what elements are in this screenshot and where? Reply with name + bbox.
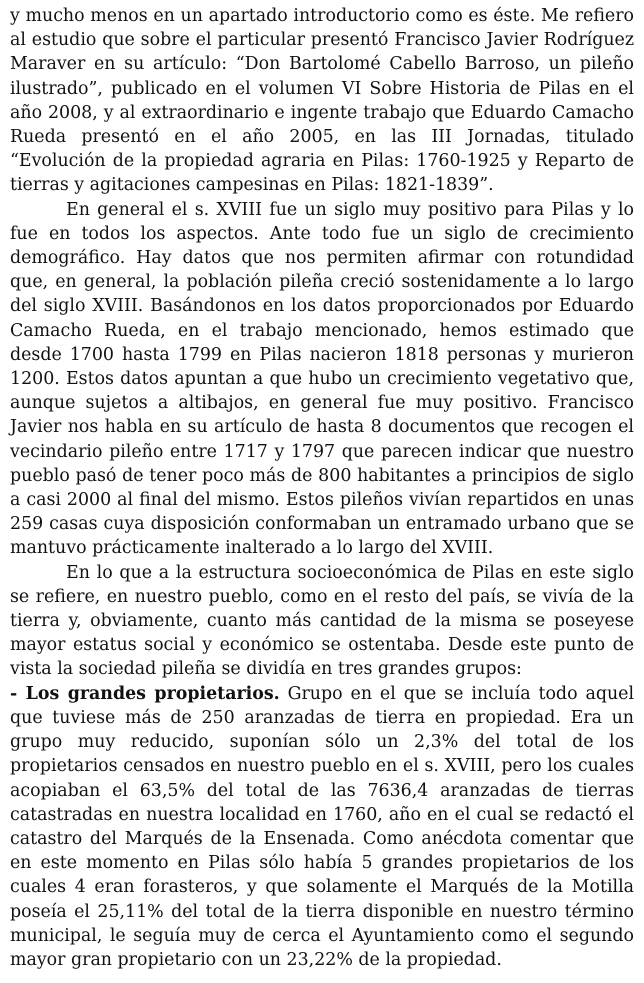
- paragraph-socioeconomic-structure: En lo que a la estructura socioeconómica de Pilas en este siglo se refiere, en nuestro pueblo, como en el resto del país, se vivía de la tierra y, obviamente, cuanto más cantidad de la misma se poseyese mayor estatus social y económico se ostentaba. Desde este punto de vista la sociedad pileña se dividía en tres grandes grupos:: [10, 562, 634, 680]
- paragraph-demographic-growth: En general el s. XVIII fue un siglo muy positivo para Pilas y lo fue en todos los aspectos. Ante todo fue un siglo de crecimiento demográfico. Hay datos que nos permiten afirmar con rotundidad que, en general, la población pileña creció sostenidamente a lo largo del siglo XVIII. Basándonos en los datos proporcionados por Eduardo Camacho Rueda, en el trabajo mencionado, hemos estimado que desde 1700 hasta 1799 en Pilas nacieron 1818 personas y murieron 1200. Estos datos apuntan a que hubo un crecimiento vegetativo que, aunque sujetos a altibajos, en general fue muy positivo. Francisco Javier nos habla en su artículo de hasta 8 documentos que recogen el vecindario pileño entre 1717 y 1797 que parecen indicar que nuestro pueblo pasó de tener poco más de 800 habitantes a principios de siglo a casi 2000 al final del mismo. Estos pileños vivían repartidos en unas 259 casas cuya disposición conformaban un entramado urbano que se mantuvo prácticamente inalterado a lo largo del XVIII.: [10, 199, 634, 559]
- paragraph-intro-continuation: y mucho menos en un apartado introductorio como es éste. Me refiero al estudio que sobre el particular presentó Francisco Javier Rodríguez Maraver en su artículo: “Don Bartolomé Cabello Barroso, un pileño ilustrado”, publicado en el volumen VI Sobre Historia de Pilas en el año 2008, y al extraordinario e ingente trabajo que Eduardo Camacho Rueda presentó en el año 2005, en las III Jornadas, titulado “Evolución de la propiedad agraria en Pilas: 1760-1925 y Reparto de tierras y agitaciones campesinas en Pilas: 1821-1839”.: [10, 6, 634, 196]
- paragraph-large-landowners: [10, 682, 634, 972]
- large-landowners-heading: - Los grandes propietarios.: [10, 683, 280, 704]
- large-landowners-body: Grupo en el que se incluía todo aquel que tuviese más de 250 aranzadas de tierra en propiedad. Era un grupo muy reducido, suponían sólo un 2,3% del total de los propietarios censados en nuestro pueblo en el s. XVIII, pero los cuales acopiaban el 63,5% del total de las 7636,4 aranzadas de tierras catastradas en nuestra localidad en 1760, año en el cual se redactó el catastro del Marqués de la Ensenada. Como anécdota comentar que en este momento en Pilas sólo había 5 grandes propietarios de los cuales 4 eran forasteros, y que solamente el Marqués de la Motilla poseía el 25,11% del total de la tierra disponible en nuestro término municipal, le seguía muy de cerca el Ayuntamiento como el segundo mayor gran propietario con un 23,22% de la propiedad.: [10, 683, 635, 970]
